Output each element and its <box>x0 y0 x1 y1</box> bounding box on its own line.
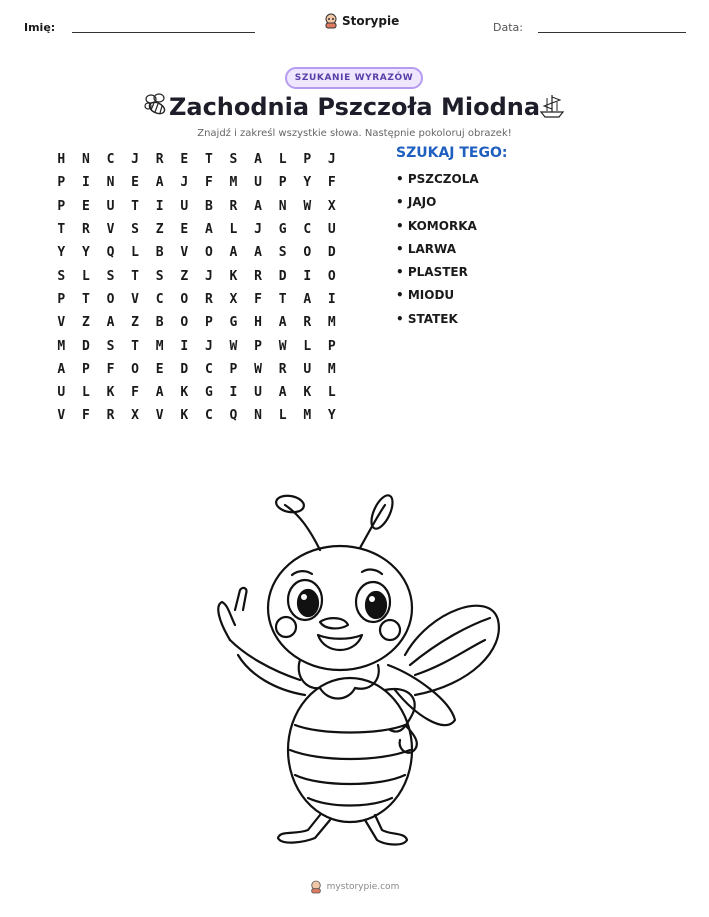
grid-cell[interactable]: J <box>204 268 213 284</box>
grid-cell[interactable]: P <box>204 315 213 331</box>
grid-cell[interactable]: V <box>106 222 115 238</box>
grid-cell[interactable]: A <box>155 175 164 191</box>
grid-cell[interactable]: M <box>229 175 238 191</box>
grid-cell[interactable]: A <box>229 245 238 261</box>
word-item: • JAJO <box>396 195 437 210</box>
grid-cell[interactable]: Q <box>106 245 115 261</box>
grid-cell[interactable]: I <box>81 175 90 191</box>
grid-cell[interactable]: O <box>327 268 336 284</box>
grid-cell[interactable]: V <box>180 245 189 261</box>
grid-cell[interactable]: Z <box>180 268 189 284</box>
grid-cell[interactable]: Z <box>81 315 90 331</box>
name-line[interactable] <box>72 32 255 33</box>
grid-cell[interactable]: W <box>229 338 238 354</box>
grid-cell[interactable]: I <box>229 385 238 401</box>
grid-cell[interactable]: P <box>57 198 66 214</box>
footer-url[interactable]: mystorypie.com <box>326 882 400 892</box>
grid-cell[interactable]: R <box>204 291 213 307</box>
grid-cell[interactable]: H <box>57 152 66 168</box>
grid-cell[interactable]: C <box>106 152 115 168</box>
grid-cell[interactable]: W <box>278 338 287 354</box>
grid-cell[interactable]: R <box>278 361 287 377</box>
grid-cell[interactable]: J <box>131 152 139 168</box>
grid-cell[interactable]: C <box>303 222 312 238</box>
grid-cell[interactable]: U <box>57 385 66 401</box>
grid-cell[interactable]: E <box>155 361 164 377</box>
grid-cell[interactable]: R <box>303 315 312 331</box>
grid-cell[interactable]: N <box>278 198 287 214</box>
grid-cell[interactable]: F <box>106 361 115 377</box>
word-item: • PSZCZOLA <box>396 172 479 186</box>
word-item: • STATEK <box>396 311 458 326</box>
grid-cell[interactable]: V <box>57 408 66 424</box>
grid-cell[interactable]: L <box>278 152 287 168</box>
grid-cell[interactable]: T <box>131 198 139 214</box>
grid-cell[interactable]: D <box>180 361 189 377</box>
grid-cell[interactable]: R <box>81 222 90 238</box>
grid-cell[interactable]: R <box>254 268 262 284</box>
grid-cell[interactable]: P <box>57 175 66 191</box>
grid-cell[interactable]: T <box>81 291 90 307</box>
grid-cell[interactable]: G <box>204 385 213 401</box>
grid-cell[interactable]: T <box>57 222 66 238</box>
grid-cell[interactable]: C <box>204 408 213 424</box>
grid-cell[interactable]: O <box>131 361 139 377</box>
grid-cell[interactable]: L <box>131 245 139 261</box>
grid-cell[interactable]: A <box>303 291 312 307</box>
brand-name: Storypie <box>342 14 400 28</box>
ship-icon <box>538 92 566 120</box>
grid-cell[interactable]: R <box>229 198 238 214</box>
grid-cell[interactable]: P <box>229 361 238 377</box>
grid-cell[interactable]: A <box>254 152 262 168</box>
grid-cell[interactable]: A <box>204 222 213 238</box>
grid-cell[interactable]: B <box>155 315 164 331</box>
grid-cell[interactable]: U <box>303 361 312 377</box>
grid-cell[interactable]: Y <box>327 408 336 424</box>
date-label: Data: <box>493 21 523 34</box>
grid-cell[interactable]: X <box>229 291 238 307</box>
grid-cell[interactable]: E <box>131 175 139 191</box>
grid-cell[interactable]: N <box>106 175 115 191</box>
grid-cell[interactable]: K <box>229 268 238 284</box>
grid-cell[interactable]: P <box>303 152 312 168</box>
grid-cell[interactable]: U <box>180 198 189 214</box>
bee-coloring-illustration[interactable] <box>200 490 510 850</box>
grid-cell[interactable]: Z <box>131 315 139 331</box>
word-list <box>396 172 479 335</box>
grid-cell[interactable]: D <box>327 245 336 261</box>
grid-cell[interactable]: S <box>155 268 164 284</box>
grid-cell[interactable]: L <box>303 338 312 354</box>
grid-cell[interactable]: Y <box>57 245 66 261</box>
grid-cell[interactable]: J <box>254 222 262 238</box>
grid-cell[interactable]: U <box>327 222 336 238</box>
storypie-mascot-icon <box>324 13 338 29</box>
grid-cell[interactable]: Q <box>229 408 238 424</box>
grid-cell[interactable]: M <box>327 315 336 331</box>
grid-cell[interactable]: F <box>254 291 262 307</box>
grid-cell[interactable]: F <box>131 385 139 401</box>
grid-cell[interactable]: M <box>155 338 164 354</box>
grid-cell[interactable]: D <box>81 338 90 354</box>
grid-cell[interactable]: P <box>57 291 66 307</box>
grid-cell[interactable]: F <box>81 408 90 424</box>
grid-cell[interactable]: L <box>327 385 336 401</box>
grid-cell[interactable]: T <box>278 291 287 307</box>
grid-cell[interactable]: N <box>254 408 262 424</box>
grid-cell[interactable]: F <box>204 175 213 191</box>
word-item: • MIODU <box>396 288 455 303</box>
grid-cell[interactable]: W <box>303 198 312 214</box>
grid-cell[interactable]: E <box>81 198 90 214</box>
grid-cell[interactable]: M <box>57 338 66 354</box>
grid-cell[interactable]: Y <box>303 175 312 191</box>
grid-cell[interactable]: U <box>106 198 115 214</box>
grid-cell[interactable]: O <box>180 291 189 307</box>
grid-cell[interactable]: H <box>254 315 262 331</box>
word-item: • KOMORKA <box>396 218 477 233</box>
grid-cell[interactable]: S <box>106 338 115 354</box>
grid-cell[interactable]: S <box>106 268 115 284</box>
grid-cell[interactable]: A <box>155 385 164 401</box>
grid-cell[interactable]: X <box>131 408 139 424</box>
grid-cell[interactable]: T <box>131 268 139 284</box>
footer <box>0 880 709 894</box>
grid-cell[interactable]: O <box>303 245 312 261</box>
grid-cell[interactable]: V <box>155 408 164 424</box>
grid-cell[interactable]: V <box>131 291 139 307</box>
grid-cell[interactable]: A <box>278 385 287 401</box>
date-line[interactable] <box>538 32 686 33</box>
grid-cell[interactable]: I <box>180 338 189 354</box>
grid-cell[interactable]: J <box>204 338 213 354</box>
grid-cell[interactable]: I <box>303 268 312 284</box>
grid-cell[interactable]: M <box>303 408 312 424</box>
grid-cell[interactable]: M <box>327 361 336 377</box>
grid-cell[interactable]: J <box>180 175 189 191</box>
grid-cell[interactable]: A <box>106 315 115 331</box>
storypie-mascot-icon <box>310 880 322 894</box>
grid-cell[interactable]: X <box>327 198 336 214</box>
grid-cell[interactable]: Y <box>81 245 90 261</box>
grid-cell[interactable]: Z <box>155 222 164 238</box>
grid-cell[interactable]: T <box>204 152 213 168</box>
grid-cell[interactable]: S <box>229 152 238 168</box>
page-title: Zachodnia Pszczoła Miodna <box>168 93 541 121</box>
grid-cell[interactable]: L <box>81 268 90 284</box>
grid-cell[interactable]: D <box>278 268 287 284</box>
grid-cell[interactable]: P <box>254 338 262 354</box>
grid-cell[interactable]: J <box>327 152 336 168</box>
grid-cell[interactable]: P <box>278 175 287 191</box>
grid-cell[interactable]: P <box>81 361 90 377</box>
grid-cell[interactable]: K <box>180 385 189 401</box>
grid-cell[interactable]: T <box>131 338 139 354</box>
word-list-title: SZUKAJ TEGO: <box>396 145 508 161</box>
instructions: Znajdź i zakreśl wszystkie słowa. Następnie pokoloruj obrazek! <box>197 128 512 139</box>
grid-cell[interactable]: U <box>254 175 262 191</box>
grid-cell[interactable]: S <box>57 268 66 284</box>
grid-cell[interactable]: K <box>106 385 115 401</box>
grid-cell[interactable]: O <box>106 291 115 307</box>
grid-cell[interactable]: F <box>327 175 336 191</box>
grid-cell[interactable]: C <box>204 361 213 377</box>
grid-cell[interactable]: E <box>180 152 189 168</box>
grid-cell[interactable]: R <box>106 408 115 424</box>
name-label: Imię: <box>24 21 56 34</box>
grid-cell[interactable]: O <box>204 245 213 261</box>
grid-cell[interactable]: L <box>278 408 287 424</box>
grid-cell[interactable]: C <box>155 291 164 307</box>
grid-cell[interactable]: W <box>254 361 262 377</box>
grid-cell[interactable]: A <box>254 198 262 214</box>
grid-cell[interactable]: I <box>155 198 164 214</box>
grid-cell[interactable]: R <box>155 152 164 168</box>
grid-cell[interactable]: V <box>57 315 66 331</box>
grid-cell[interactable]: P <box>327 338 336 354</box>
grid-cell[interactable]: L <box>81 385 90 401</box>
grid-cell[interactable]: S <box>278 245 287 261</box>
grid-cell[interactable]: B <box>155 245 164 261</box>
grid-cell[interactable]: I <box>327 291 336 307</box>
grid-cell[interactable]: A <box>278 315 287 331</box>
grid-cell[interactable]: O <box>180 315 189 331</box>
grid-cell[interactable]: U <box>254 385 262 401</box>
word-item: • LARWA <box>396 241 457 256</box>
grid-cell[interactable]: L <box>229 222 238 238</box>
grid-cell[interactable]: N <box>81 152 90 168</box>
grid-cell[interactable]: K <box>303 385 312 401</box>
grid-cell[interactable]: A <box>57 361 66 377</box>
brand-logo <box>324 13 399 29</box>
grid-cell[interactable]: A <box>254 245 262 261</box>
letter-grid[interactable] <box>49 148 344 428</box>
grid-cell[interactable]: S <box>131 222 139 238</box>
grid-cell[interactable]: G <box>229 315 238 331</box>
activity-badge: SZUKANIE WYRAZÓW <box>285 67 423 89</box>
grid-cell[interactable]: K <box>180 408 189 424</box>
grid-cell[interactable]: B <box>204 198 213 214</box>
grid-cell[interactable]: E <box>180 222 189 238</box>
word-item: • PLASTER <box>396 265 468 280</box>
grid-cell[interactable]: G <box>278 222 287 238</box>
